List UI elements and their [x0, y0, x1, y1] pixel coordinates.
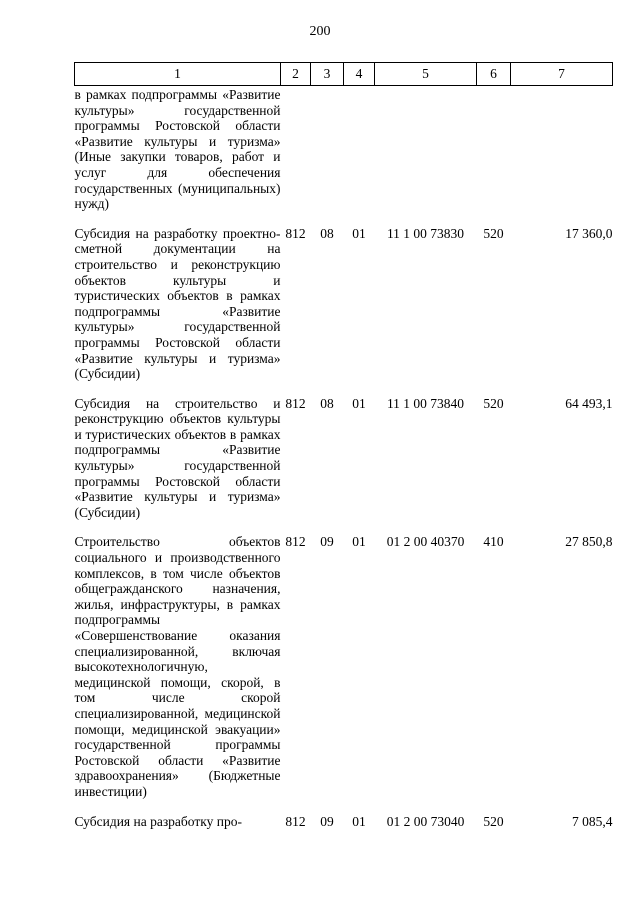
header-col-7: 7: [511, 63, 613, 86]
row-col-7: 7 085,4: [572, 813, 613, 829]
row-col-2: 812: [285, 225, 306, 241]
row-col-5: 01 2 00 73040: [386, 813, 465, 829]
row-col-4: 01: [352, 534, 366, 550]
row-col-4: [344, 86, 375, 212]
row-col-3: 08: [320, 225, 334, 241]
budget-table: [74, 62, 613, 829]
row-col-6: 520: [483, 225, 504, 241]
row-description: Субсидия на разработку проектно-сметной документации на строительство и реконструкцию объектов культуры и туристических объектов в рамках подпрограммы «Развитие культуры» государственной программы Ростовской области «Развитие культуры и туризма» (Субсидии): [74, 225, 281, 382]
row-col-7: 17 360,0: [565, 225, 613, 241]
header-col-4: 4: [344, 63, 375, 86]
row-col-4: 01: [352, 813, 366, 829]
header-col-2: 2: [281, 63, 311, 86]
row-col-6: 520: [483, 813, 504, 829]
table-row: [75, 534, 613, 799]
row-description: Строительство объектов социального и производственного комплексов, в том числе объектов общегражданского назначения, жилья, инфраструктуры, в рамках подпрограммы «Совершенствование оказания специализированной, включая высокотехнологичную, медицинской помощи, скорой, в том числе скорой специализированной, медицинской помощи, медицинской эвакуации» государственной программы Ростовской области «Развитие здравоохранения» (Бюджетные инвестиции): [74, 534, 281, 799]
row-col-3: [311, 86, 344, 212]
row-col-6: 520: [483, 395, 504, 411]
row-col-6: [477, 86, 511, 212]
page-number: 200: [309, 24, 331, 39]
row-col-5: [375, 86, 477, 212]
row-col-3: 09: [320, 813, 334, 829]
row-description: Субсидия на строительство и реконструкцию объектов культуры и туристических объектов в рамках подпрограммы «Развитие культуры» государственной программы Ростовской области «Развитие культуры и туризма» (Субсидии): [74, 395, 281, 520]
row-col-2: 812: [285, 813, 306, 829]
row-description: в рамках подпрограммы «Развитие культуры» государственной программы Ростовской области «Развитие культуры и туризма» (Иные закупки товаров, работ и услуг для обеспечения государственных (муниципальных) нужд): [74, 87, 281, 212]
row-col-2: [281, 86, 311, 212]
row-col-4: 01: [352, 225, 366, 241]
row-col-2: 812: [285, 395, 306, 411]
table-row: [75, 814, 613, 830]
row-col-5: 01 2 00 40370: [386, 534, 465, 550]
header-col-5: 5: [375, 63, 477, 86]
row-description: Субсидия на разработку про-: [74, 813, 242, 829]
header-col-3: 3: [311, 63, 344, 86]
row-col-5: 11 1 00 73840: [386, 395, 465, 411]
header-row: [75, 63, 613, 86]
table-row: [75, 86, 613, 212]
table-row: [75, 396, 613, 521]
row-col-5: 11 1 00 73830: [386, 225, 465, 241]
table-row: [75, 226, 613, 382]
row-col-7: [511, 86, 613, 212]
row-col-2: 812: [285, 534, 306, 550]
row-col-6: 410: [483, 534, 504, 550]
row-col-4: 01: [352, 395, 366, 411]
header-col-1: 1: [75, 63, 281, 86]
header-col-6: 6: [477, 63, 511, 86]
row-col-3: 08: [320, 395, 334, 411]
row-col-3: 09: [320, 534, 334, 550]
row-col-7: 27 850,8: [565, 534, 613, 550]
row-col-7: 64 493,1: [565, 395, 613, 411]
